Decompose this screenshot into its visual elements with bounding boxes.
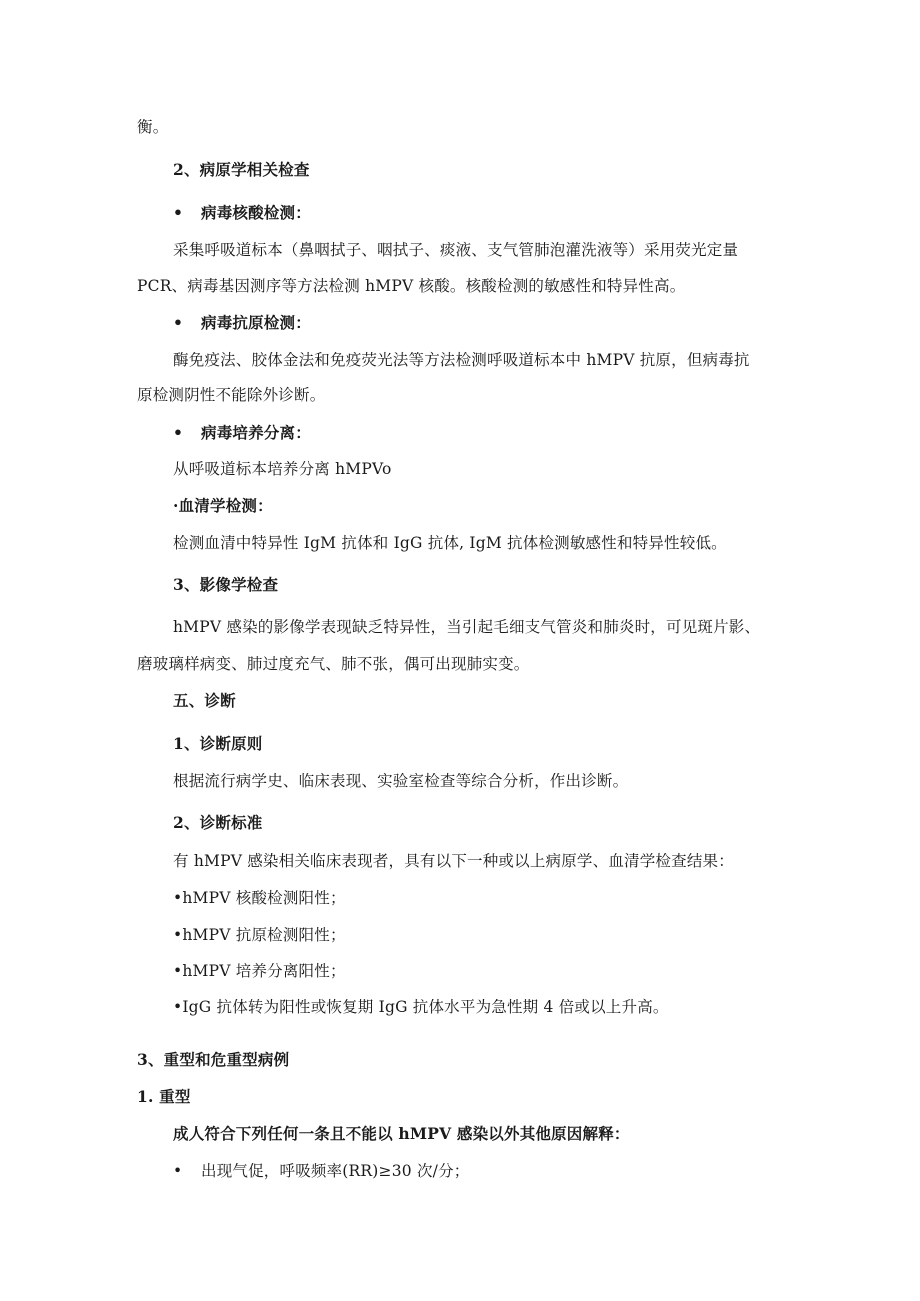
bullet-heading-text: 病毒核酸检测： [201, 203, 311, 222]
bullet-icon: • [173, 1162, 183, 1180]
list-item: •hMPV 培养分离阳性； [173, 962, 346, 980]
bullet-heading-text: 病毒抗原检测： [201, 313, 311, 332]
text-line: 酶免疫法、胶体金法和免疫荧光法等方法检测呼吸道标本中 hMPV 抗原，但病毒抗 [173, 351, 750, 369]
text-line: 采集呼吸道标本（鼻咽拭子、咽拭子、痰液、支气管肺泡灌洗液等）采用荧光定量 [173, 241, 739, 259]
list-item [173, 1161, 470, 1181]
bullet-heading: ·血清学检测： [173, 496, 273, 515]
text-line: hMPV 感染的影像学表现缺乏特异性，当引起毛细支气管炎和肺炎时，可见斑片影、 [173, 618, 761, 636]
bullet-icon: • [173, 203, 184, 222]
section-heading: 3、影像学检查 [173, 575, 279, 594]
text-line: 衡。 [137, 118, 169, 136]
text-line: PCR、病毒基因测序等方法检测 hMPV 核酸。核酸检测的敏感性和特异性高。 [137, 277, 686, 295]
text-line: 检测血清中特异性 IgM 抗体和 IgG 抗体, IgM 抗体检测敏感性和特异性较低。 [173, 534, 727, 552]
bullet-heading-text: 病毒培养分离： [201, 423, 311, 442]
list-item-text: 出现气促，呼吸频率(RR)≥30 次/分； [201, 1162, 470, 1180]
bullet-heading [173, 313, 311, 333]
text-line: 磨玻璃样病变、肺过度充气、肺不张，偶可出现肺实变。 [137, 655, 530, 673]
text-line: 根据流行病学史、临床表现、实验室检查等综合分析，作出诊断。 [173, 772, 629, 790]
text-line: 原检测阴性不能除外诊断。 [137, 386, 326, 404]
text-line: 有 hMPV 感染相关临床表现者，具有以下一种或以上病原学、血清学检查结果： [173, 852, 734, 870]
section-heading: 2、诊断标准 [173, 813, 263, 832]
section-heading: 2、病原学相关检查 [173, 160, 310, 179]
subsection-heading: 1. 重型 [137, 1087, 191, 1106]
list-item: •IgG 抗体转为阳性或恢复期 IgG 抗体水平为急性期 4 倍或以上升高。 [173, 998, 669, 1016]
bullet-heading [173, 203, 311, 223]
list-item: •hMPV 抗原检测阳性； [173, 926, 346, 944]
text-line: 从呼吸道标本培养分离 hMPVo [173, 460, 392, 478]
list-item: •hMPV 核酸检测阳性； [173, 889, 346, 907]
bullet-icon: • [173, 313, 184, 332]
chapter-heading: 五、诊断 [173, 691, 236, 710]
section-heading: 3、重型和危重型病例 [137, 1050, 290, 1069]
section-heading: 1、诊断原则 [173, 734, 263, 753]
bullet-icon: • [173, 423, 184, 442]
criteria-heading: 成人符合下列任何一条且不能以 hMPV 感染以外其他原因解释： [173, 1124, 630, 1143]
bullet-heading [173, 423, 311, 443]
